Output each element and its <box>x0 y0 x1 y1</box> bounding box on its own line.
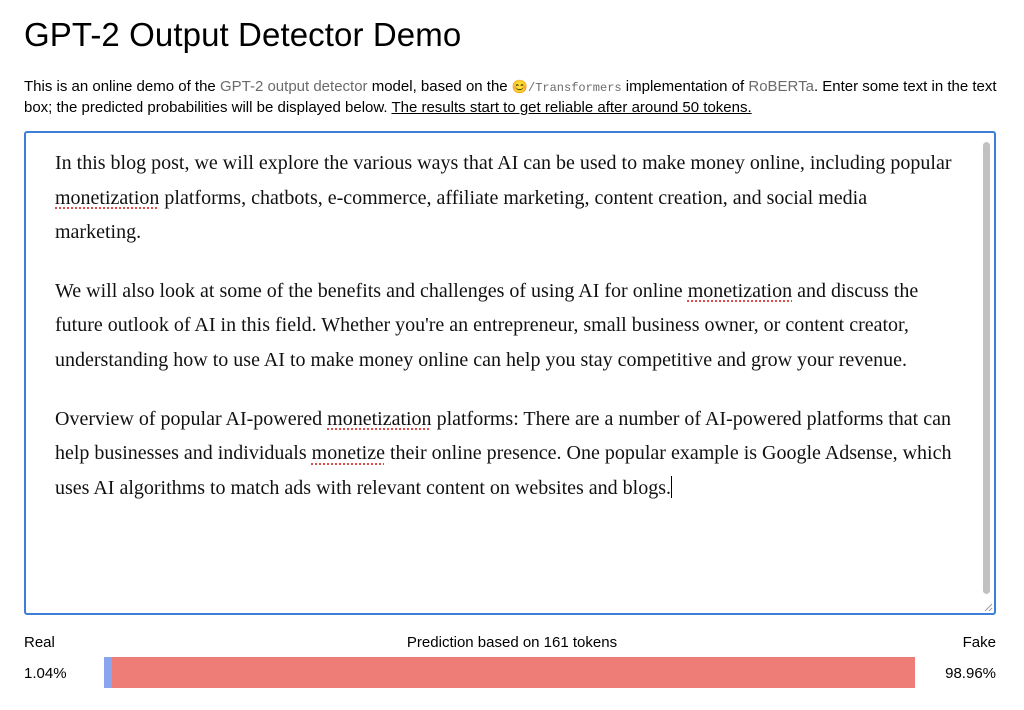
intro-text: model, based on the <box>367 78 512 95</box>
intro-paragraph <box>24 77 1004 117</box>
probability-bar <box>104 657 915 688</box>
text-paragraph <box>55 274 955 378</box>
real-label: Real <box>24 634 55 651</box>
fake-probability-fill <box>112 657 915 688</box>
vertical-scrollbar[interactable] <box>981 140 992 598</box>
text-input-box[interactable] <box>24 131 996 615</box>
real-percentage: 1.04% <box>24 665 67 682</box>
misspelled-word: monetization <box>55 186 160 209</box>
text-run: Overview of popular AI-powered <box>55 407 328 430</box>
misspelled-word: monetize <box>311 442 385 465</box>
text-run: and discuss the future outlook of AI in this field. Whether you're an entrepreneur, small business owner, or content creator, understanding how to use AI to make money online can help you stay competitive and grow your revenue. <box>55 279 919 371</box>
misspelled-word: monetization <box>687 279 793 302</box>
text-run: We will also look at some of the benefits and challenges of using AI for online <box>55 279 688 302</box>
reliability-note: The results start to get reliable after around 50 tokens. <box>391 99 752 116</box>
real-probability-fill <box>104 657 112 688</box>
intro-text: implementation of <box>621 78 749 95</box>
fake-percentage: 98.96% <box>945 665 996 682</box>
resize-handle-icon[interactable] <box>983 602 993 612</box>
roberta-link[interactable]: RoBERTa <box>748 78 814 95</box>
gpt2-detector-link[interactable]: GPT-2 output detector <box>219 78 368 95</box>
intro-text: This is an online demo of the <box>24 78 220 95</box>
intro-text: . Enter some text in the text box; the predicted probabilities will be displayed below. <box>24 78 997 116</box>
text-cursor <box>671 476 672 498</box>
input-text[interactable] <box>55 146 955 529</box>
text-run: platforms, chatbots, e-commerce, affiliate marketing, content creation, and social media marketing. <box>55 186 868 244</box>
text-paragraph <box>55 146 955 250</box>
prediction-status: Prediction based on 161 tokens <box>406 634 618 651</box>
scrollbar-thumb[interactable] <box>983 142 990 594</box>
transformers-link[interactable]: /Transformers <box>528 81 622 95</box>
text-run: In this blog post, we will explore the various ways that AI can be used to make money online, including popular <box>55 152 952 174</box>
misspelled-word: monetization <box>327 407 432 430</box>
text-paragraph <box>55 402 955 506</box>
text-run: platforms: There are a number of AI-powered platforms that can help businesses and individuals <box>55 407 951 465</box>
text-run: their online presence. One popular example is Google Adsense, which uses AI algorithms to match ads with relevant content on websites and blogs. <box>55 442 952 499</box>
fake-label: Fake <box>962 634 996 651</box>
hugging-face-icon: 😊 <box>511 79 528 94</box>
page-title: GPT-2 Output Detector Demo <box>24 16 462 53</box>
